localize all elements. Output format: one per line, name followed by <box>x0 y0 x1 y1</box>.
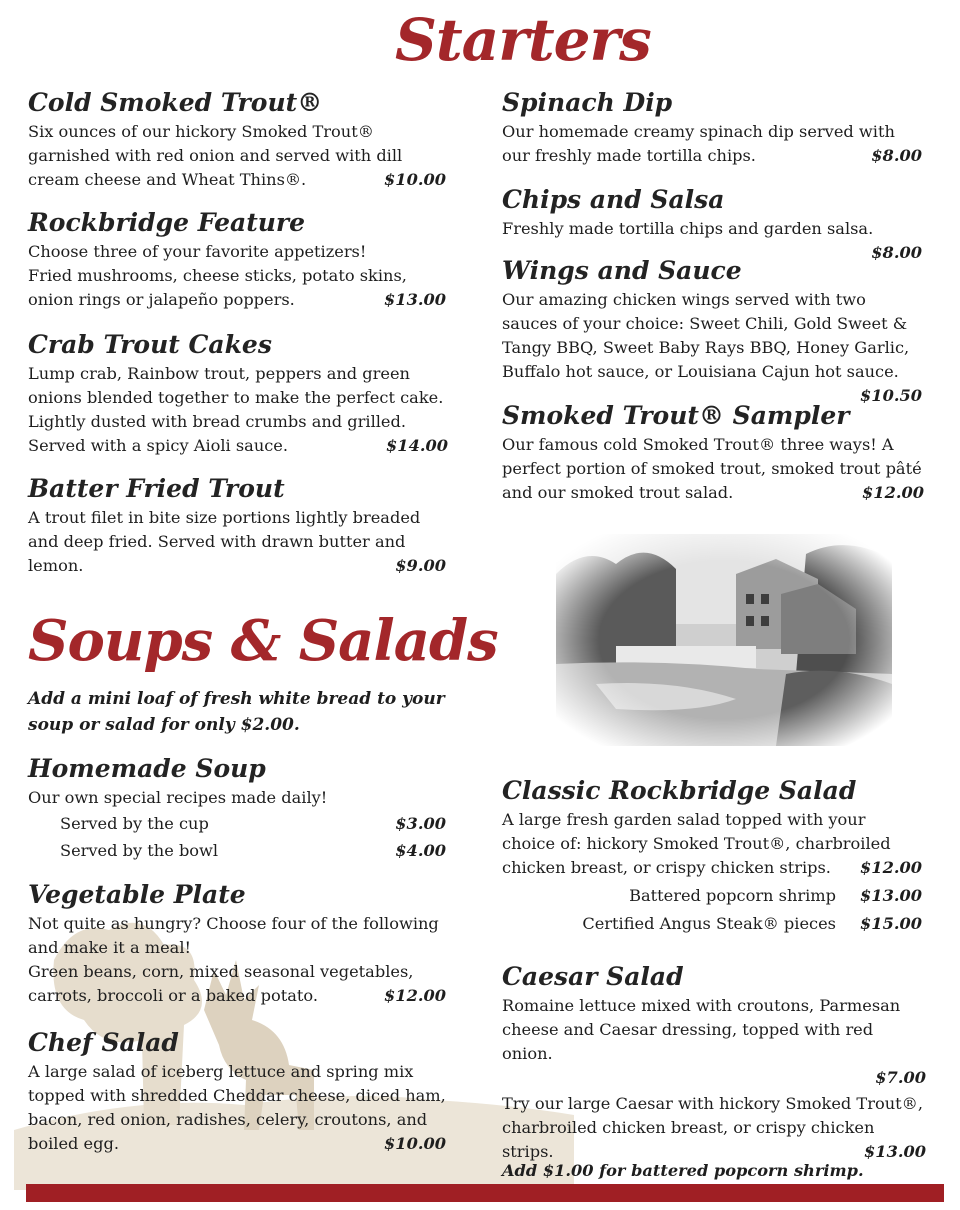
item-name: Batter Fried Trout <box>28 474 285 503</box>
menu-item-chef-salad <box>28 1028 474 1156</box>
item-price: $12.00 <box>862 483 924 502</box>
item-price: $14.00 <box>386 436 448 455</box>
soup-cup-option <box>28 810 446 837</box>
item-description: Not quite as hungry? Choose four of the following and make it a meal! <box>28 914 439 957</box>
item-price: $9.00 <box>395 556 446 575</box>
item-name: Smoked Trout® Sampler <box>502 401 850 430</box>
item-description: Choose three of your favorite appetizers! <box>28 242 367 261</box>
soup-bowl-option <box>28 837 446 864</box>
item-price: $13.00 <box>384 290 446 309</box>
menu-item-caesar-salad <box>502 962 926 1182</box>
menu-item-vegetable-plate <box>28 880 446 1008</box>
item-price: $8.00 <box>871 243 922 262</box>
item-name: Rockbridge Feature <box>28 208 306 237</box>
note-text: Add $1.00 for battered popcorn shrimp. <box>502 1161 864 1180</box>
menu-item-wings-sauce <box>502 256 948 408</box>
item-description: Lump crab, Rainbow trout, peppers and green onions blended together to make the perfect cake. Lightly dusted with bread crumbs and grilled. Served with a spicy Aioli sauce. $14.00 <box>28 362 468 458</box>
footer-bar <box>26 1184 944 1202</box>
menu-item-crab-trout-cakes <box>28 330 468 458</box>
item-price-row <box>502 1066 926 1090</box>
item-price: $12.00 <box>384 986 446 1005</box>
starters-title: Starters <box>395 6 651 74</box>
soups-salads-title: Soups & Salads <box>28 608 498 674</box>
item-price: $10.00 <box>384 1134 446 1153</box>
item-name: Chips and Salsa <box>502 185 725 214</box>
soups-bread-note <box>28 686 478 738</box>
item-name: Crab Trout Cakes <box>28 330 272 359</box>
bread-note-text: Add a mini loaf of fresh white bread to your soup or salad for only $2.00. <box>28 689 445 735</box>
item-description-options: Green beans, corn, mixed seasonal vegetables, carrots, broccoli or a baked potato. $12.00 <box>28 960 446 1008</box>
menu-item-spinach-dip <box>502 88 922 168</box>
item-price: $10.50 <box>860 386 922 405</box>
option-price: $4.00 <box>395 841 446 860</box>
caesar-shrimp-note <box>502 1160 926 1182</box>
item-price: $10.00 <box>384 170 446 189</box>
item-description: Our own special recipes made daily! <box>28 788 328 807</box>
item-name: Cold Smoked Trout® <box>28 88 323 117</box>
option-label: Served by the cup <box>60 814 209 833</box>
item-description: Six ounces of our hickory Smoked Trout® garnished with red onion and served with dill cream cheese and Wheat Thins®. $10.00 <box>28 120 446 192</box>
option-label: Served by the bowl <box>60 841 219 860</box>
item-description-options: Fried mushrooms, cheese sticks, potato skins, onion rings or jalapeño poppers. $13.00 <box>28 264 446 312</box>
item-description: Our homemade creamy spinach dip served with our freshly made tortilla chips. $8.00 <box>502 120 922 168</box>
menu-item-rockbridge-feature <box>28 208 446 312</box>
item-name: Chef Salad <box>28 1028 179 1057</box>
addon-price: $15.00 <box>860 914 922 933</box>
option-price: $3.00 <box>395 814 446 833</box>
item-name: Classic Rockbridge Salad <box>502 776 857 805</box>
menu-item-classic-rockbridge-salad <box>502 776 948 938</box>
addon-label: Certified Angus Steak® pieces <box>582 914 836 933</box>
item-description: Romaine lettuce mixed with croutons, Parmesan cheese and Caesar dressing, topped with red onion. <box>502 996 901 1063</box>
addon-angus-steak <box>502 910 948 938</box>
menu-item-batter-fried-trout <box>28 474 446 578</box>
item-name: Spinach Dip <box>502 88 673 117</box>
item-description: A trout filet in bite size portions lightly breaded and deep fried. Served with drawn butter and lemon. $9.00 <box>28 506 446 578</box>
addon-label: Battered popcorn shrimp <box>629 886 836 905</box>
item-description: Our amazing chicken wings served with two sauces of your choice: Sweet Chili, Gold Sweet & Tangy BBQ, Sweet Baby Rays BBQ, Honey Garlic, Buffalo hot sauce, or Louisiana Cajun hot sauce. $10.50 <box>502 288 948 384</box>
old-mill-photo <box>556 534 892 746</box>
item-price: $7.00 <box>875 1068 926 1087</box>
menu-item-homemade-soup <box>28 754 446 864</box>
item-name: Caesar Salad <box>502 962 684 991</box>
item-name: Wings and Sauce <box>502 256 742 285</box>
item-price: $12.00 <box>860 858 922 877</box>
addon-price: $13.00 <box>860 886 922 905</box>
menu-item-cold-smoked-trout <box>28 88 446 192</box>
item-name: Homemade Soup <box>28 754 266 783</box>
menu-item-smoked-trout-sampler <box>502 401 924 505</box>
item-description: Freshly made tortilla chips and garden salsa. $8.00 <box>502 217 922 241</box>
item-description: A large fresh garden salad topped with your choice of: hickory Smoked Trout®, charbroiled chicken breast, or crispy chicken strips. $12.00 <box>502 808 948 880</box>
item-description-large: Try our large Caesar with hickory Smoked Trout®, charbroiled chicken breast, or crispy chicken strips. $13.00 <box>502 1092 926 1164</box>
menu-item-chips-salsa <box>502 185 922 265</box>
item-description: Our famous cold Smoked Trout® three ways! A perfect portion of smoked trout, smoked trout pâté and our smoked trout salad. $12.00 <box>502 433 924 505</box>
addon-popcorn-shrimp <box>502 882 948 910</box>
item-description: A large salad of iceberg lettuce and spring mix topped with shredded Cheddar cheese, diced ham, bacon, red onion, radishes, celery, croutons, and boiled egg. $10.00 <box>28 1060 474 1156</box>
item-name: Vegetable Plate <box>28 880 246 909</box>
item-price: $8.00 <box>871 146 922 165</box>
item-price-large: $13.00 <box>864 1142 926 1161</box>
